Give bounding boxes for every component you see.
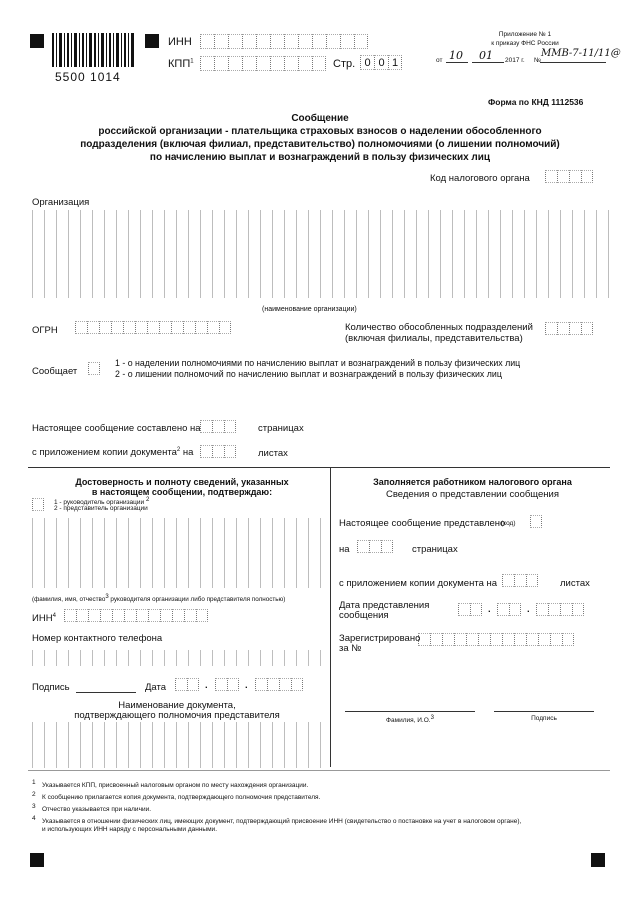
page-cells[interactable] [360, 55, 402, 70]
reports-option-2: 2 - о лишении полномочий по начислению выплат и вознаграждений в пользу физических лиц [115, 369, 502, 379]
registered-number-cells[interactable] [418, 633, 574, 646]
footnote-text: К сообщению прилагается копия документа, подтверждающего полномочия представителя. [42, 794, 321, 801]
signature-label: Подпись [32, 682, 70, 693]
ogrn-label: ОГРН [32, 325, 58, 336]
branches-count-cells[interactable] [545, 322, 593, 335]
corner-mark-top-left [30, 34, 44, 48]
officer-sign-caption: Подпись [531, 715, 557, 722]
composed-pages-cells[interactable] [200, 420, 236, 433]
right-attached-label: с приложением копии документа на [339, 578, 498, 589]
form-code: Форма по КНД 1112536 [488, 97, 584, 107]
footnote-text: Указывается в отношении физических лиц, имеющих документ, подтверждающий присвоение ИНН (свидетельство о постановке на учет в налоговом органе), [42, 818, 522, 825]
left-inn-cells[interactable] [64, 609, 208, 622]
page-label: Стр. [333, 58, 356, 70]
date-day-cells[interactable] [175, 678, 199, 691]
right-sheets-unit: листах [560, 578, 590, 589]
barcode [52, 33, 134, 71]
registered-line-2: за № [339, 643, 362, 654]
officer-name-line[interactable] [345, 711, 475, 712]
attached-label: с приложением копии документа$^2$ на [32, 447, 194, 459]
presented-date-dot-2: . [527, 604, 530, 615]
signer-option-2: 2 - представитель организации [54, 505, 148, 512]
presented-code-hint: (код) [501, 520, 516, 527]
title-line-3: подразделения (включая филиал, представительство) полномочиями (о лишении полномочий) [80, 139, 560, 150]
footnote-text: Отчество указывается при наличии. [42, 806, 152, 813]
rep-doc-line-2: подтверждающего полномочия представителя [74, 710, 280, 721]
attached-unit: листах [258, 448, 288, 459]
page-digit: 0 [360, 55, 374, 70]
reports-label: Сообщает [32, 366, 78, 377]
presented-label: Настоящее сообщение представлено [339, 518, 506, 529]
officer-sign-line[interactable] [494, 711, 594, 712]
presented-date-line-2: сообщения [339, 610, 389, 621]
tax-authority-code-label: Код налогового органа [430, 173, 530, 184]
rep-doc-grid[interactable] [32, 722, 322, 768]
phone-label: Номер контактного телефона [32, 633, 163, 644]
signer-fio-caption: (фамилия, имя, отчество3 руководителя организации либо представителя полностью) [32, 594, 286, 604]
footnote-num: 1 [32, 779, 36, 786]
inn-label: ИНН [168, 36, 192, 48]
footnote-num: 4 [32, 815, 36, 822]
organization-name-grid[interactable] [32, 210, 610, 298]
presented-year-cells[interactable] [536, 603, 584, 616]
date-month-cells[interactable] [215, 678, 239, 691]
footnote-divider [28, 770, 610, 771]
organization-label: Организация [32, 197, 90, 208]
presented-date-line-1: Дата представления [339, 600, 430, 611]
phone-grid[interactable] [32, 650, 322, 666]
title-line-1: Сообщение [291, 113, 349, 124]
presented-code-cell[interactable] [530, 515, 542, 528]
title-line-2: российской организации - плательщика страховых взносов о наделении обособленного [98, 126, 542, 137]
reports-option-1: 1 - о наделении полномочиями по начислению выплат и вознаграждений в пользу физических лиц [115, 358, 521, 368]
inn-cells[interactable] [200, 34, 368, 49]
order-no-label: № [534, 57, 541, 64]
signer-fio-grid[interactable] [32, 518, 322, 588]
signature-line[interactable] [76, 692, 136, 693]
kpp-cells[interactable] [200, 56, 326, 71]
footnote-num: 2 [32, 791, 36, 798]
left-heading-1: Достоверность и полноту сведений, указанных [75, 477, 289, 487]
page-digit: 1 [388, 55, 402, 70]
registered-line-1: Зарегистрировано [339, 633, 421, 644]
tax-authority-code-cells[interactable] [545, 170, 593, 183]
attached-sheets-cells[interactable] [200, 445, 236, 458]
right-pages-cells[interactable] [357, 540, 393, 553]
order-month: 01 [479, 49, 493, 62]
right-pages-unit: страницах [412, 544, 458, 555]
date-label: Дата [145, 682, 167, 693]
appendix-line-2: к приказу ФНС России [491, 40, 559, 47]
page-digit: 0 [374, 55, 388, 70]
presented-day-cells[interactable] [458, 603, 482, 616]
ogrn-cells[interactable] [75, 321, 231, 334]
section-divider [28, 467, 610, 468]
organization-caption: (наименование организации) [262, 306, 357, 313]
footnote-text: Указывается КПП, присвоенный налоговым органом по месту нахождения организации. [42, 782, 309, 789]
title-line-4: по начислению выплат и вознаграждений в пользу физических лиц [149, 152, 491, 163]
order-number: ММВ-7-11/11@ [541, 48, 621, 59]
reports-cell[interactable] [88, 362, 100, 375]
column-divider [330, 467, 331, 767]
left-heading-2: в настоящем сообщении, подтверждаю: [91, 487, 273, 497]
officer-fio-caption: Фамилия, И.О.3 [386, 715, 434, 725]
barcode-number: 5500 1014 [55, 70, 121, 84]
branches-count-note: (включая филиалы, представительства) [345, 333, 523, 344]
footnote-text: и использующих ИНН наряду с персональными данными. [42, 826, 217, 833]
right-on-label: на [339, 544, 350, 555]
footnote-num: 3 [32, 803, 36, 810]
date-dot-1: . [205, 680, 208, 691]
signer-option-1: 1 - руководитель организации 2 [54, 497, 150, 507]
date-year-cells[interactable] [255, 678, 303, 691]
corner-mark-top-mid [145, 34, 159, 48]
presented-month-cells[interactable] [497, 603, 521, 616]
date-dot-2: . [245, 680, 248, 691]
composed-unit: страницах [258, 423, 304, 434]
right-heading-1: Заполняется работником налогового органа [373, 477, 572, 487]
presented-date-dot-1: . [488, 604, 491, 615]
rep-doc-line-1: Наименование документа, [118, 700, 236, 711]
composed-label: Настоящее сообщение составлено на [32, 423, 201, 434]
branches-count-label: Количество обособленных подразделений [345, 322, 533, 333]
order-year: 2017 г. [505, 57, 525, 64]
right-sheets-cells[interactable] [502, 574, 538, 587]
left-inn-label: ИНН$^4$ [32, 613, 56, 625]
order-from-label: от [436, 57, 443, 64]
appendix-line-1: Приложение № 1 [498, 31, 552, 38]
corner-mark-bottom-right [591, 853, 605, 867]
order-day: 10 [449, 49, 463, 62]
signer-type-cell[interactable] [32, 498, 44, 511]
kpp-label: КПП$^1$ [168, 58, 194, 70]
right-heading-2: Сведения о представлении сообщения [386, 489, 559, 500]
corner-mark-bottom-left [30, 853, 44, 867]
